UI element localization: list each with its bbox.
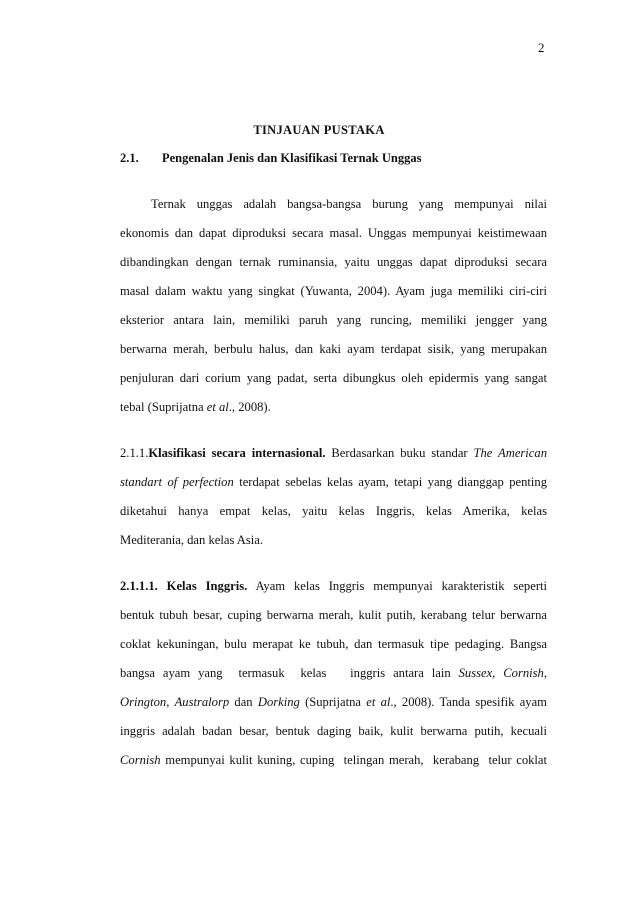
section-number: 2.1. <box>120 151 139 165</box>
subsection-number: 2.1.1. <box>120 446 149 460</box>
paragraph-line: coklat kekuningan, bulu merapat ke tubuh, dan termasuk tipe pedaging. Bangsa <box>120 637 547 651</box>
paragraph-line: dibandingkan dengan ternak ruminansia, yaitu unggas dapat diproduksi secara <box>120 255 547 269</box>
paragraph-line: bangsa ayam yang termasuk kelas inggris antara lain Sussex, Cornish, <box>120 666 548 680</box>
paragraph-line: berwarna merah, berbulu halus, dan kaki ayam terdapat sisik, yang merupakan <box>120 342 547 356</box>
paragraph-line: masal dalam waktu yang singkat (Yuwanta, 2004). Ayam juga memiliki ciri-ciri <box>120 284 547 298</box>
chapter-title: TINJAUAN PUSTAKA <box>253 123 385 137</box>
section-title: Pengenalan Jenis dan Klasifikasi Ternak Unggas <box>162 151 422 165</box>
paragraph-line: Mediterania, dan kelas Asia. <box>120 533 264 547</box>
paragraph-line: tebal (Suprijatna et al., 2008). <box>120 400 271 414</box>
subsection-2-1-1-line: 2.1.1.Klasifikasi secara internasional. Berdasarkan buku standar The American <box>120 446 547 460</box>
paragraph-line: bentuk tubuh besar, cuping berwarna merah, kulit putih, kerabang telur berwarna <box>120 608 547 622</box>
subsection-number: 2.1.1.1. <box>120 579 158 593</box>
paragraph-line: ekonomis dan dapat diproduksi secara masal. Unggas mempunyai keistimewaan <box>120 226 547 240</box>
paragraph-line: Ternak unggas adalah bangsa-bangsa burung yang mempunyai nilai <box>151 197 547 211</box>
paragraph-line: diketahui hanya empat kelas, yaitu kelas Inggris, kelas Amerika, kelas <box>120 504 547 518</box>
subsection-title: Kelas Inggris. <box>166 579 248 593</box>
paragraph-line: eksterior antara lain, memiliki paruh yang runcing, memiliki jengger yang <box>120 313 547 327</box>
paragraph-line: Orington, Australorp dan Dorking (Suprijatna et al., 2008). Tanda spesifik ayam <box>120 695 547 709</box>
subsection-2-1-1-1-line: 2.1.1.1. Kelas Inggris. Ayam kelas Inggris mempunyai karakteristik seperti <box>120 579 548 593</box>
paragraph-line: Cornish mempunyai kulit kuning, cuping telingan merah, kerabang telur coklat <box>120 753 547 767</box>
page-number: 2 <box>538 40 545 55</box>
paragraph-line: standart of perfection terdapat sebelas kelas ayam, tetapi yang dianggap penting <box>120 475 547 489</box>
paragraph-line: inggris adalah badan besar, bentuk daging baik, kulit berwarna putih, kecuali <box>120 724 547 738</box>
paragraph-line: penjuluran dari corium yang padat, serta dibungkus oleh epidermis yang sangat <box>120 371 547 385</box>
subsection-title: Klasifikasi secara internasional. <box>148 446 326 460</box>
section-heading <box>120 151 421 166</box>
